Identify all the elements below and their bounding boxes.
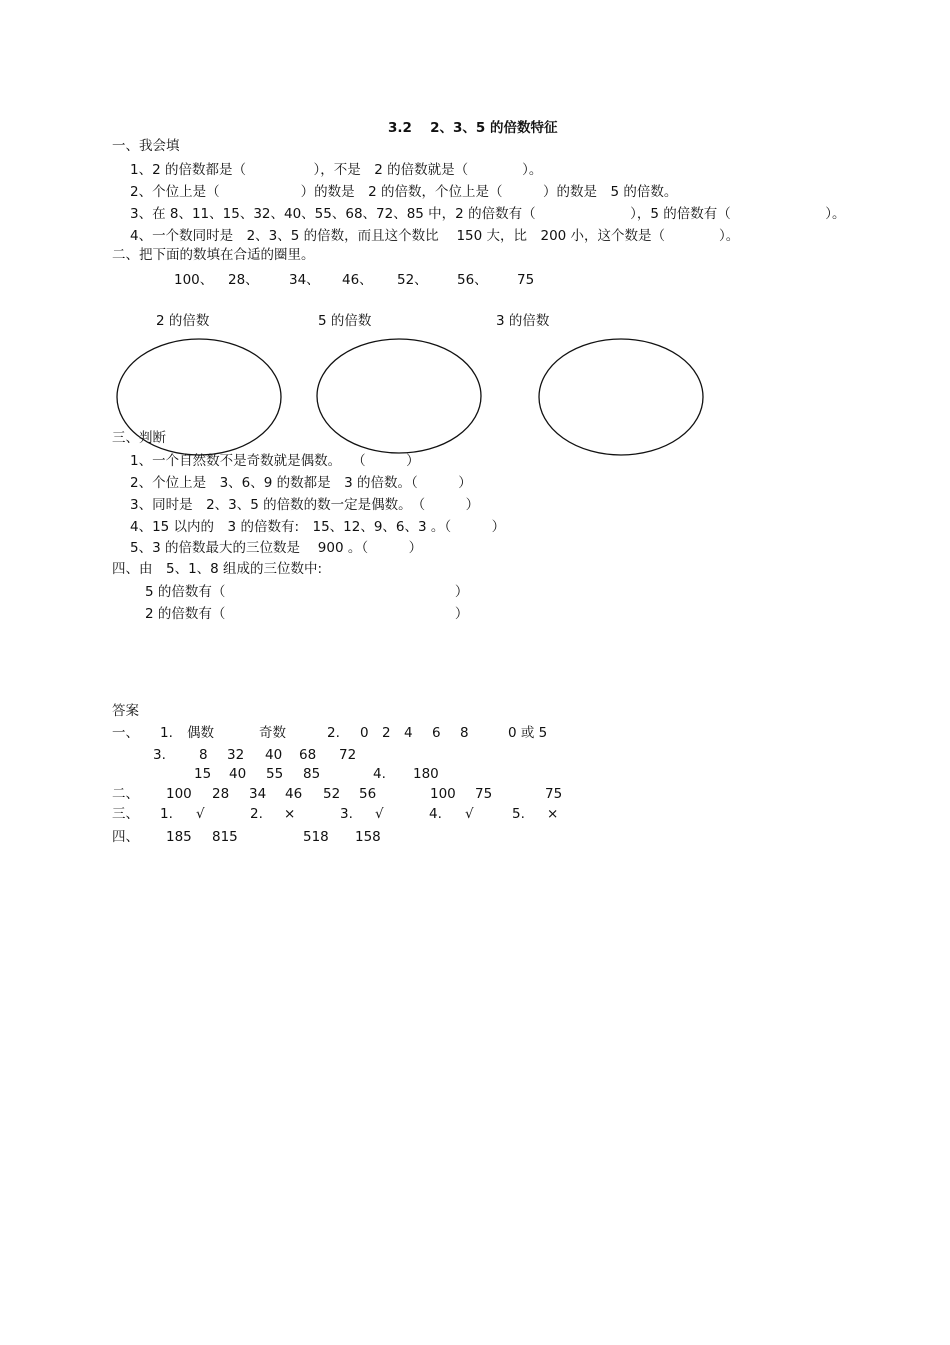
answer-1-line2-item: 8 (199, 747, 208, 763)
answer-1-line2-item: 3. (153, 747, 166, 763)
answer-4-item: 815 (212, 829, 238, 845)
answers-heading: 答案 (112, 703, 139, 719)
answer-3-item: × (284, 806, 296, 822)
answer-3-item: × (547, 806, 559, 822)
answer-2-item: 52 (323, 786, 341, 802)
answer-1-item: 1. (160, 725, 173, 741)
answer-1-line2-item: 32 (227, 747, 245, 763)
answer-3-item: 4. (429, 806, 442, 822)
question-1-4: 4、一个数同时是 2、3、5 的倍数，而且这个数比 150 大，比 200 小，这个数是（ ）。 (130, 228, 740, 244)
number-56: 56、 (457, 272, 488, 288)
judge-1: 1、一个自然数不是奇数就是偶数。 （ ） (130, 453, 420, 469)
answer-1-line3-item: 4. (373, 766, 386, 782)
answer-3-item: 1. (160, 806, 173, 822)
answer-1-line3-item: 55 (266, 766, 284, 782)
section-4-heading: 四、由 5、1、8 组成的三位数中: (112, 561, 323, 577)
judge-3: 3、同时是 2、3、5 的倍数的数一定是偶数。 （ ） (130, 497, 480, 513)
question-4-2: 2 的倍数有（ ） (145, 606, 469, 622)
answer-1-prefix: 一、 (112, 725, 139, 741)
answer-1-item: 4 (404, 725, 413, 741)
answer-3-item: √ (465, 806, 474, 822)
answer-3-prefix: 三、 (112, 806, 139, 822)
answer-4-prefix: 四、 (112, 829, 139, 845)
page-title: 3.2 2、3、5 的倍数特征 (388, 120, 558, 136)
sorting-circles (0, 0, 950, 470)
answer-1-item: 奇数 (259, 725, 286, 741)
answer-2-item: 75 (475, 786, 493, 802)
answer-1-item: 0 (360, 725, 369, 741)
judge-5: 5、3 的倍数最大的三位数是 900 。（ ） (130, 540, 423, 556)
circle-multiples-of-3 (539, 339, 703, 455)
answer-1-item: 偶数 (187, 725, 214, 741)
answer-1-line2-item: 68 (299, 747, 317, 763)
answer-2-item: 46 (285, 786, 303, 802)
judge-2: 2、个位上是 3、6、9 的数都是 3 的倍数。（ ） (130, 475, 472, 491)
answer-4-item: 185 (166, 829, 192, 845)
answer-1-line3-item: 85 (303, 766, 321, 782)
circle-label-5: 5 的倍数 (318, 313, 372, 329)
answer-3-item: 2. (250, 806, 263, 822)
answer-4-item: 158 (355, 829, 381, 845)
answer-2-item: 56 (359, 786, 377, 802)
number-28: 28、 (228, 272, 259, 288)
answer-1-item: 2 (382, 725, 391, 741)
answer-2-prefix: 二、 (112, 786, 139, 802)
answer-1-line3-item: 40 (229, 766, 247, 782)
number-100: 100、 (174, 272, 214, 288)
question-4-1: 5 的倍数有（ ） (145, 584, 469, 600)
number-46: 46、 (342, 272, 373, 288)
answer-1-item: 0 或 5 (508, 725, 548, 741)
section-1-heading: 一、我会填 (112, 138, 180, 154)
answer-2-item: 100 (166, 786, 192, 802)
answer-3-item: √ (375, 806, 384, 822)
answer-2-item: 100 (430, 786, 456, 802)
answer-3-item: 3. (340, 806, 353, 822)
answer-1-item: 6 (432, 725, 441, 741)
question-1-1: 1、2 的倍数都是（ ），不是 2 的倍数就是（ ）。 (130, 162, 543, 178)
answer-1-line2-item: 72 (339, 747, 357, 763)
judge-4: 4、15 以内的 3 的倍数有: 15、12、9、6、3 。（ ） (130, 519, 506, 535)
section-2-heading: 二、把下面的数填在合适的圈里。 (112, 247, 315, 263)
answer-2-item: 34 (249, 786, 267, 802)
answer-1-line3-item: 15 (194, 766, 212, 782)
answer-3-item: 5. (512, 806, 525, 822)
section-3-heading: 三、判断 (112, 430, 166, 446)
question-1-3: 3、在 8、11、15、32、40、55、68、72、85 中，2 的倍数有（ ），5 的倍数有（ ）。 (130, 206, 846, 222)
circle-label-3: 3 的倍数 (496, 313, 550, 329)
number-52: 52、 (397, 272, 428, 288)
circle-multiples-of-5 (317, 339, 481, 453)
question-1-2: 2、个位上是（ ）的数是 2 的倍数，个位上是（ ）的数是 5 的倍数。 (130, 184, 678, 200)
number-34: 34、 (289, 272, 320, 288)
answer-1-item: 2. (327, 725, 340, 741)
answer-1-line2-item: 40 (265, 747, 283, 763)
circle-label-2: 2 的倍数 (156, 313, 210, 329)
answer-2-item: 28 (212, 786, 230, 802)
number-75: 75 (517, 272, 535, 288)
answer-2-item: 75 (545, 786, 563, 802)
answer-3-item: √ (196, 806, 205, 822)
answer-4-item: 518 (303, 829, 329, 845)
answer-1-line3-item: 180 (413, 766, 439, 782)
answer-1-item: 8 (460, 725, 469, 741)
